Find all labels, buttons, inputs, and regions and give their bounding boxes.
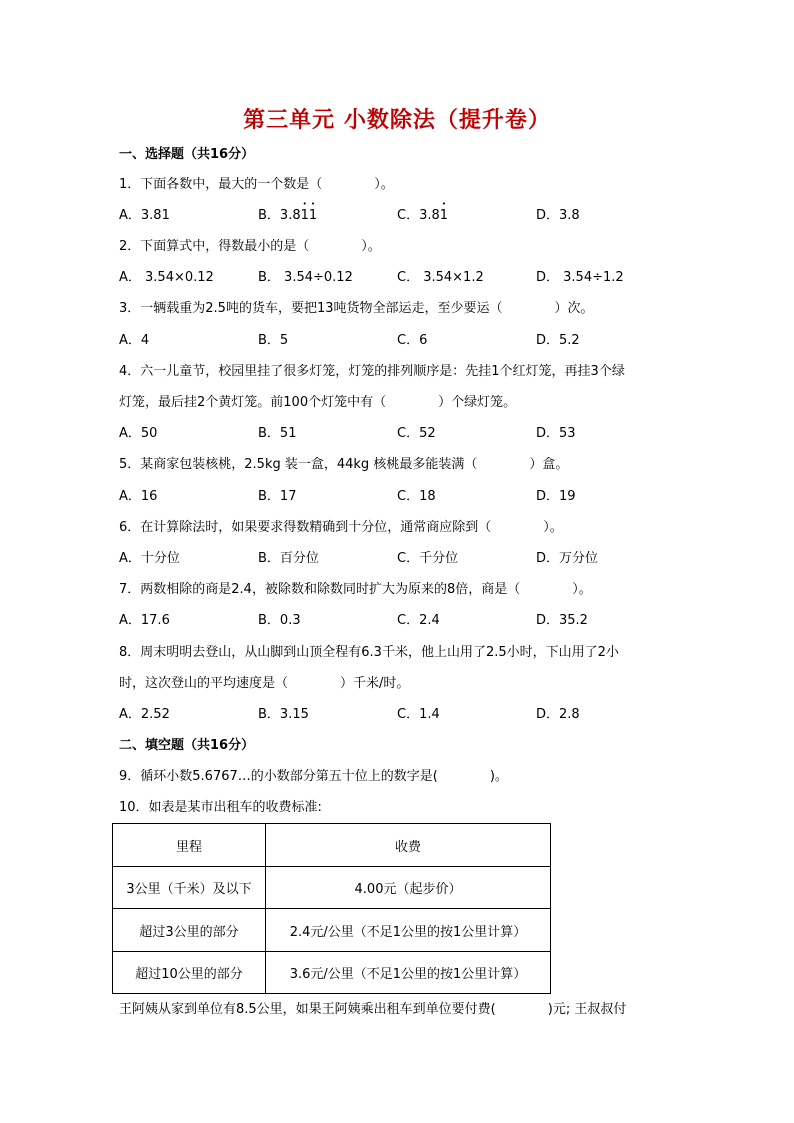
question-7-stem: 7．两数相除的商是2.4，被除数和除数同时扩大为原来的8倍，商是（ ）。: [119, 582, 592, 597]
section-heading-choice: 一、选择题（共16分）: [119, 147, 255, 162]
section-heading-fill: 二、填空题（共16分）: [119, 738, 255, 753]
table-row: [113, 952, 551, 994]
question-5-option-b: B．17: [258, 489, 297, 504]
question-8-stem-line-1: 8．周末明明去登山，从山脚到山顶全程有6.3千米，他上山用了2.5小时，下山用了2小: [119, 645, 619, 660]
page-title: 第三单元 小数除法（提升卷）: [243, 108, 551, 133]
option-b-prefix: B．3.8: [258, 208, 301, 223]
table-cell: 4.00元（起步价）: [266, 867, 551, 909]
question-5-stem: 5．某商家包装核桃，2.5kg 装一盒，44kg 核桃最多能装满（ ）盒。: [119, 457, 569, 472]
question-8-option-d: D．2.8: [536, 707, 580, 722]
question-8-stem-line-2: 时，这次登山的平均速度是（ ）千米/时。: [119, 676, 410, 691]
question-8-option-b: B．3.15: [258, 707, 309, 722]
question-4-option-d: D．53: [536, 426, 576, 441]
question-6-option-a: A．十分位: [119, 551, 180, 566]
question-3-option-b: B．5: [258, 333, 289, 348]
question-3-stem: 3．一辆载重为2.5吨的货车，要把13吨货物全部运走，至少要运（ ）次。: [119, 301, 594, 316]
table-cell: 超过10公里的部分: [113, 952, 266, 994]
question-2-option-c: C． 3.54×1.2: [397, 270, 484, 285]
question-6-option-c: C．千分位: [397, 551, 459, 566]
question-5-option-d: D．19: [536, 489, 576, 504]
table-cell: 超过3公里的部分: [113, 909, 266, 952]
question-8-option-c: C．1.4: [397, 707, 440, 722]
table-row: [113, 867, 551, 909]
question-6-stem: 6．在计算除法时，如果要求得数精确到十分位，通常商应除到（ ）。: [119, 520, 563, 535]
question-6-option-b: B．百分位: [258, 551, 319, 566]
question-4-option-c: C．52: [397, 426, 436, 441]
repeating-digit-1: 1 •: [301, 208, 309, 223]
question-8-option-a: A．2.52: [119, 707, 170, 722]
table-row: [113, 909, 551, 952]
question-7-option-a: A．17.6: [119, 613, 170, 628]
question-3-option-c: C．6: [397, 333, 428, 348]
table-cell: 3公里（千米）及以下: [113, 867, 266, 909]
question-10-continuation: 王阿姨从家到单位有8.5公里，如果王阿姨乘出租车到单位要付费( )元; 王叔叔付: [119, 1002, 627, 1017]
question-4-option-a: A．50: [119, 426, 158, 441]
question-4-stem-line-1: 4．六一儿童节，校园里挂了很多灯笼，灯笼的排列顺序是：先挂1个红灯笼，再挂3个绿: [119, 364, 625, 379]
taxi-fare-table: [112, 823, 551, 994]
question-1-option-c: [397, 208, 448, 224]
question-5-option-a: A．16: [119, 489, 158, 504]
table-header-row: [113, 824, 551, 867]
repeating-digit-2: 1 •: [309, 208, 317, 223]
question-1-option-d: D．3.8: [536, 208, 580, 223]
question-1-option-a: A．3.81: [119, 208, 170, 223]
question-1-option-b: [258, 208, 317, 224]
table-cell: 2.4元/公里（不足1公里的按1公里计算）: [266, 909, 551, 952]
option-c-prefix: C．3.8: [397, 208, 440, 223]
question-4-option-b: B．51: [258, 426, 297, 441]
repeating-digit: 1 •: [440, 208, 448, 223]
table-header-cell: 收费: [266, 824, 551, 867]
question-7-option-c: C．2.4: [397, 613, 440, 628]
question-9-stem: 9．循环小数5.6767…的小数部分第五十位上的数字是( )。: [119, 769, 508, 784]
question-1-stem: 1．下面各数中，最大的一个数是（ ）。: [119, 177, 394, 192]
question-4-stem-line-2: 灯笼，最后挂2个黄灯笼。前100个灯笼中有（ ）个绿灯笼。: [119, 395, 517, 410]
question-7-option-d: D．35.2: [536, 613, 588, 628]
question-2-option-a: A． 3.54×0.12: [119, 270, 214, 285]
table-cell: 3.6元/公里（不足1公里的按1公里计算）: [266, 952, 551, 994]
question-2-option-b: B． 3.54÷0.12: [258, 270, 353, 285]
question-3-option-d: D．5.2: [536, 333, 580, 348]
table-header-cell: 里程: [113, 824, 266, 867]
question-10-stem: 10．如表是某市出租车的收费标准:: [119, 800, 322, 815]
question-2-option-d: D． 3.54÷1.2: [536, 270, 624, 285]
question-5-option-c: C．18: [397, 489, 436, 504]
question-6-option-d: D．万分位: [536, 551, 599, 566]
question-3-option-a: A．4: [119, 333, 150, 348]
question-7-option-b: B．0.3: [258, 613, 301, 628]
question-2-stem: 2．下面算式中，得数最小的是（ ）。: [119, 239, 381, 254]
